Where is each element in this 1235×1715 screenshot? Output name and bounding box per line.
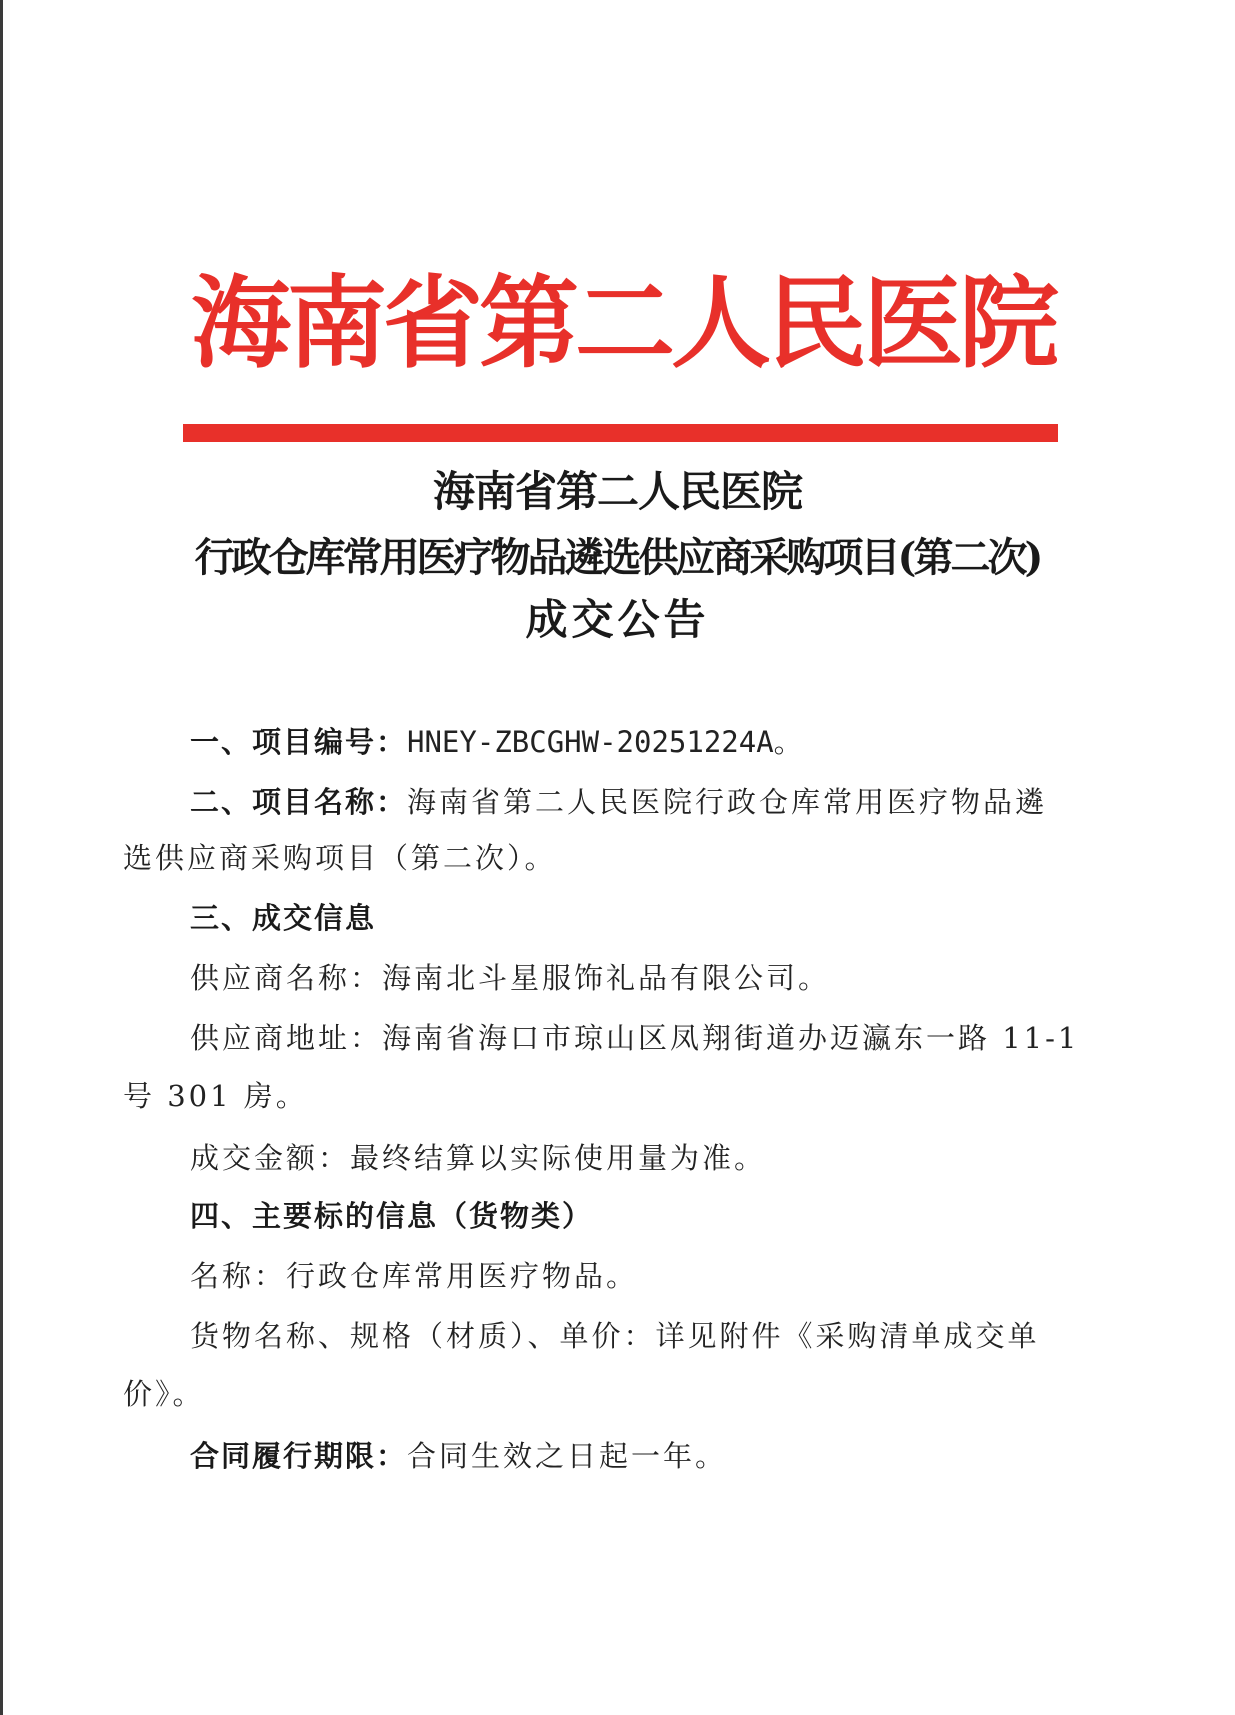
letterhead-title: 海南省第二人民医院 [191, 264, 1055, 382]
project-number-end: 。 [773, 725, 806, 759]
goods-spec-line: 货物名称、规格（材质）、单价：详见附件《采购清单成交单 [190, 1319, 1040, 1353]
notice-title-line-3: 成交公告 [525, 595, 710, 644]
supplier-address-continuation: 号 301 房。 [123, 1079, 308, 1113]
project-number-line [190, 722, 806, 762]
section-subject-heading [190, 1196, 593, 1236]
section-deal-info-heading [190, 898, 376, 938]
project-name-continuation: 选供应商采购项目（第二次）。 [123, 841, 557, 875]
project-name-value: 海南省第二人民医院行政仓库常用医疗物品遴 [407, 785, 1048, 819]
notice-title-line-1: 海南省第二人民医院 [432, 467, 802, 516]
project-number-label: 一、项目编号： [190, 725, 408, 759]
deal-info-label: 三、成交信息 [190, 901, 377, 935]
subject-info-label: 四、主要标的信息（货物类） [190, 1199, 594, 1233]
supplier-address-line: 供应商地址：海南省海口市琼山区凤翔街道办迈瀛东一路 11-1 [190, 1021, 1080, 1055]
contract-term-line [190, 1436, 727, 1476]
contract-term-value: 合同生效之日起一年。 [407, 1439, 728, 1473]
supplier-name-line: 供应商名称：海南北斗星服饰礼品有限公司。 [190, 961, 831, 995]
scan-left-edge [0, 0, 3, 1715]
notice-title-line-2: 行政仓库常用医疗物品遴选供应商采购项目(第二次) [194, 534, 1041, 581]
project-number-value: HNEY-ZBCGHW-20251224A [407, 725, 774, 759]
contract-term-label: 合同履行期限： [190, 1439, 408, 1473]
project-name-line [190, 782, 1047, 822]
project-name-label: 二、项目名称： [190, 785, 408, 819]
deal-amount-line: 成交金额：最终结算以实际使用量为准。 [190, 1141, 767, 1175]
letterhead-red-rule [183, 424, 1058, 442]
goods-spec-continuation: 价》。 [123, 1377, 205, 1411]
item-name-line: 名称：行政仓库常用医疗物品。 [190, 1259, 639, 1293]
